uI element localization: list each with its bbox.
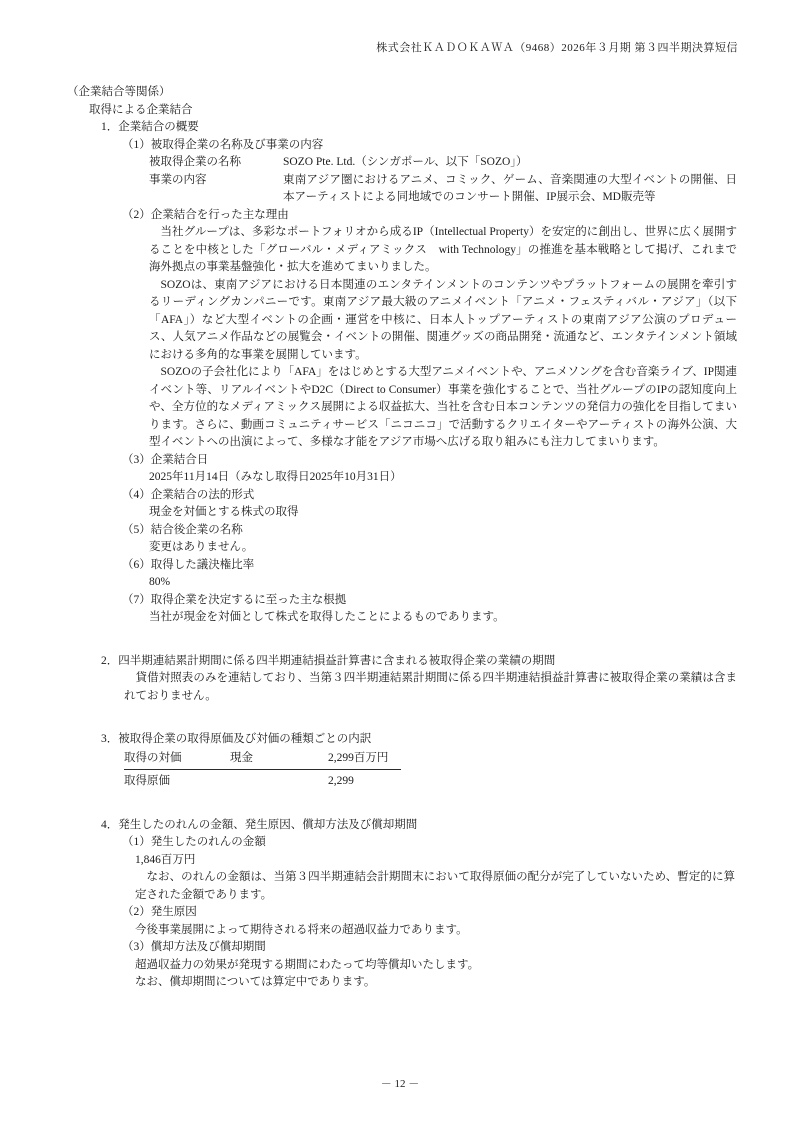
empty-cell (230, 773, 328, 791)
s4-item1-label: （1）発生したのれんの金額 (122, 836, 266, 848)
s4-item3-label: （3）償却方法及び償却期間 (122, 941, 266, 953)
business-description-row (149, 172, 737, 207)
s1-item5-label: （5）結合後企業の名称 (122, 523, 243, 536)
page-number: － 12 － (380, 1078, 420, 1090)
note-section-title: （企業結合等関係） (67, 86, 171, 98)
table-row (124, 750, 401, 771)
legal-form-value: 現金を対価とする株式の取得 (149, 506, 299, 518)
s1-item6-label: （6）取得した議決権比率 (122, 558, 255, 571)
document-body (0, 84, 800, 992)
acquiree-name-label: 被取得企業の名称 (149, 156, 241, 168)
document-header: 株式会社ＫＡＤＯＫＡＷＡ（9468）2026年３月期 第３四半期決算短信 (376, 42, 738, 54)
s1-item2-paragraph-3: SOZOの子会社化により「AFA」をはじめとする大型アニメイベントや、アニメソングを含む音楽ライブ、IP関連イベント等、リアルイベントやD2C（Direct to Consumer）事業を強化することで、当社グループのIPの認知度向上や、全方位的なメディアミックス展開による収益拡大、当社を含む日本コンテンツの発信力の強化を目指してまいります。さらに、動画コミュニティサービス「ニコニコ」で活動するクリエイターやアーティストの海外公演、大型イベントへの出演によって、多様な才能をアジア市場へ広げる取り組みにも注力してまいります。 (149, 366, 737, 448)
section2-heading: 2．四半期連結累計期間に係る四半期連結損益計算書に含まれる被取得企業の業績の期間 (101, 654, 556, 667)
acquiree-name-row (149, 154, 737, 172)
consideration-table (124, 750, 401, 791)
s1-item7-label: （7）取得企業を決定するに至った主な根拠 (122, 593, 347, 606)
s1-item1-label: （1）被取得企業の名称及び事業の内容 (122, 138, 324, 151)
acquiree-name-value: SOZO Pte. Ltd.（シンガポール、以下「SOZO」） (283, 156, 528, 168)
goodwill-note-paragraph: なお、のれんの金額は、当第３四半期連結会計期間末において取得原価の配分が完了していないため、暫定的に算定された金額であります。 (135, 871, 735, 901)
s1-item2-label: （2）企業結合を行った主な理由 (122, 208, 289, 221)
s1-item3-label: （3）企業結合日 (122, 453, 209, 466)
business-description-value: 東南アジア圏におけるアニメ、コミック、ゲーム、音楽関連の大型イベントの開催、日本アーティストによる同地域でのコンサート開催、IP展示会、MD販売等 (283, 173, 737, 203)
s1-item2-paragraph-2: SOZOは、東南アジアにおける日本関連のエンタテインメントのコンテンツやプラットフォームの展開を牽引するリーディングカンパニーです。東南アジア最大級のアニメイベント「アニメ・フェスティバル・アジア」（以下「AFA」）など大型イベントの企画・運営を中核に、日本人トップアーティストの東南アジア公演のプロデュース、人気アニメ作品などの展覧会・イベントの開催、関連グッズの商品開発・流通など、エンタテインメント領域における多角的な事業を展開しています。 (149, 278, 737, 361)
amortization-method-value: 超過収益力の効果が発現する期間にわたって均等償却いたします。 (135, 958, 480, 971)
section2-paragraph: 貸借対照表のみを連結しており、当第３四半期連結累計期間に係る四半期連結損益計算書に被取得企業の業績は含まれておりません。 (124, 672, 737, 702)
post-combination-name-value: 変更はありません。 (149, 541, 254, 553)
s4-item2-label: （2）発生原因 (122, 906, 197, 918)
voting-rights-ratio-value: 80% (149, 576, 171, 588)
section1-heading: 1．企業結合の概要 (101, 121, 199, 133)
consideration-type-cell: 取得の対価 (124, 751, 182, 764)
section4-heading: 4．発生したのれんの金額、発生原因、償却方法及び償却期間 (101, 818, 418, 831)
s1-item4-label: （4）企業結合の法的形式 (122, 488, 255, 501)
table-row (124, 770, 401, 791)
acquisition-cost-cell: 取得原価 (124, 775, 170, 787)
s1-item2-paragraph-1: 当社グループは、多彩なポートフォリオから成るIP（Intellectual Property）を安定的に創出し、世界に広く展開することを中核とした「グローバル・メディアミックス with Technology」の推進を基本戦略として掲げ、これまで海外拠点の事業基盤強化・拡大を進めてまいりました。 (149, 226, 737, 273)
goodwill-amount-value: 1,846百万円 (135, 853, 196, 866)
combination-date-value: 2025年11月14日（みなし取得日2025年10月31日） (149, 471, 402, 483)
amortization-period-value: なお、償却期間については算定中であります。 (135, 976, 376, 988)
goodwill-cause-value: 今後事業展開によって期待される将来の超過収益力であります。 (135, 923, 468, 936)
acquirer-rationale-value: 当社が現金を対価として株式を取得したことによるものであります。 (149, 611, 505, 623)
business-description-label: 事業の内容 (149, 173, 207, 186)
consideration-method-cell: 現金 (230, 751, 253, 764)
section3-heading: 3．被取得企業の取得原価及び対価の種類ごとの内訳 (101, 733, 372, 745)
acquisition-cost-amount-cell: 2,299 (328, 775, 354, 787)
consideration-amount-cell: 2,299百万円 (328, 750, 401, 771)
note-subtitle: 取得による企業結合 (89, 103, 193, 116)
